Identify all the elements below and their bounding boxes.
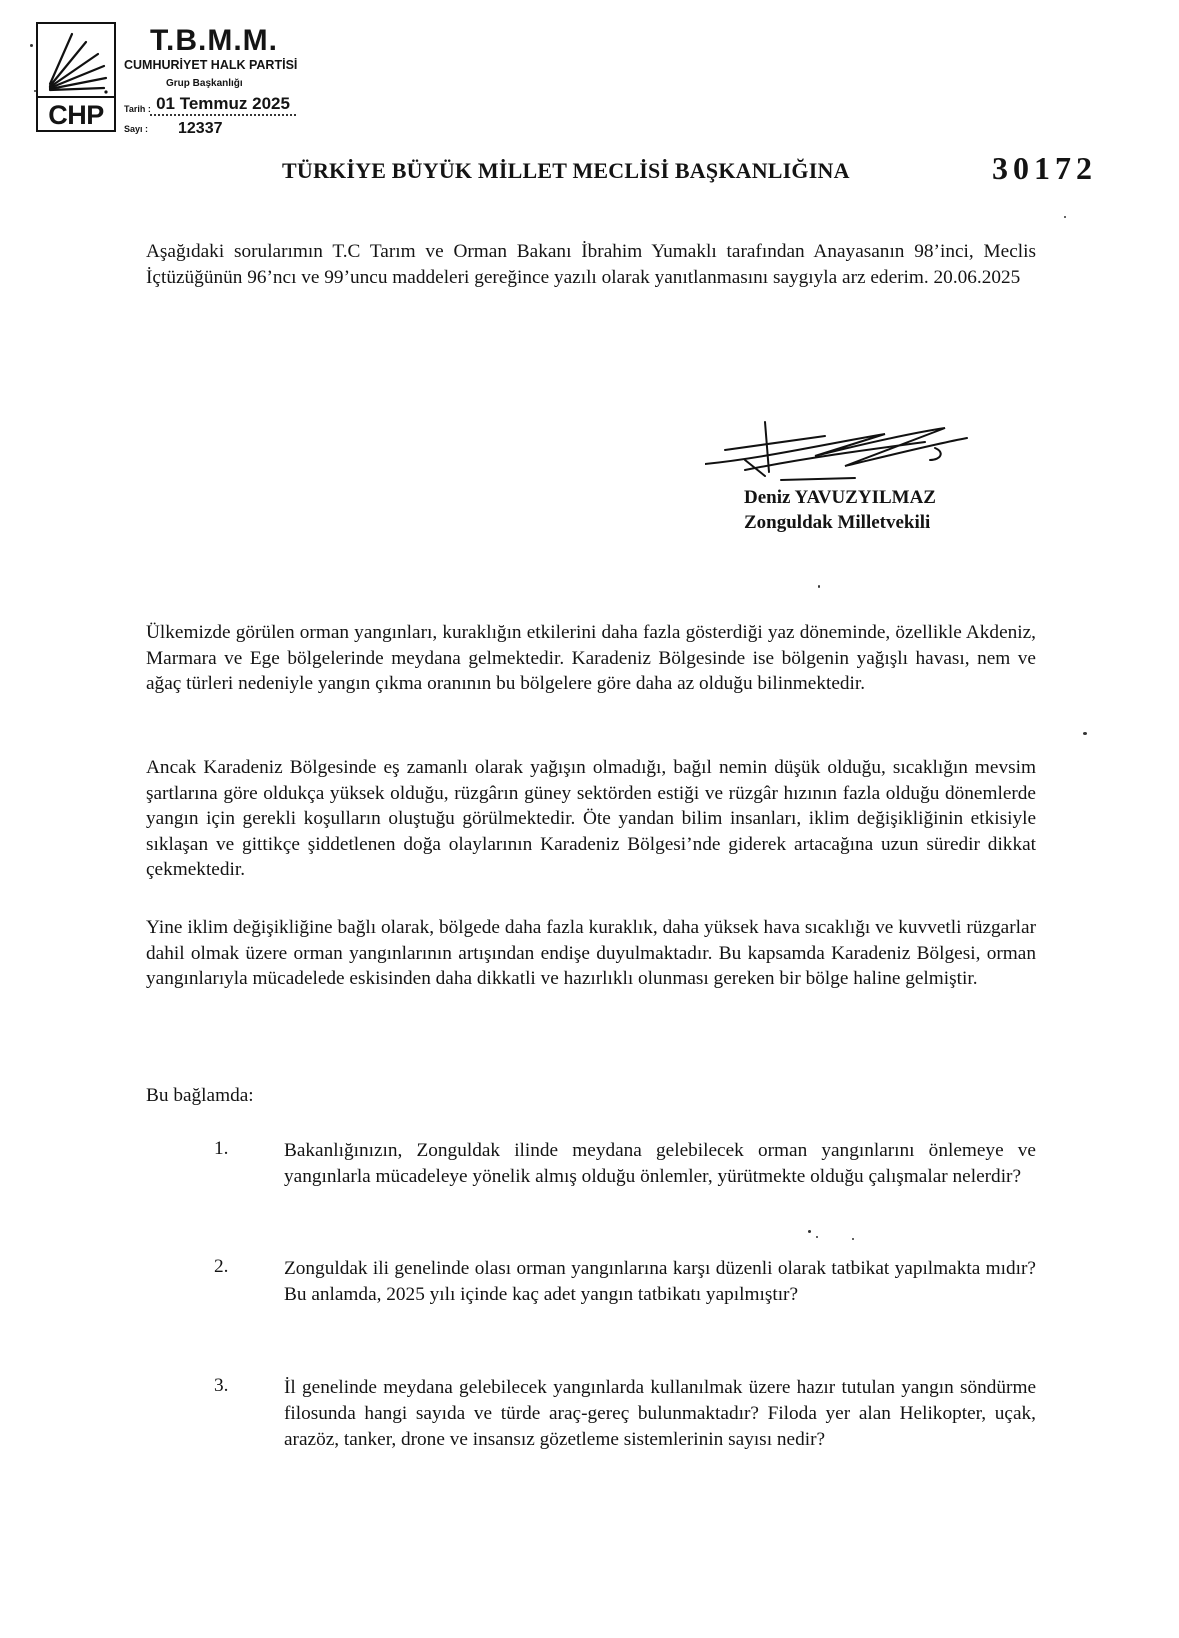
scan-speck: [1083, 732, 1087, 735]
number-value: 12337: [178, 120, 223, 137]
date-label: Tarih :: [124, 104, 151, 114]
body-paragraph: Ülkemizde görülen orman yangınları, kuraklığın etkilerini daha fazla gösterdiği yaz döneminde, özellikle Akdeniz, Marmara ve Ege bölgelerinde meydana gelmektedir. Karadeniz Bölgesinde ise bölgenin yağışlı havası, nem ve ağaç türleri nedeniyle yangın çıkma oranının bu bölgelere göre daha az olduğu bilinmektedir.: [146, 622, 1036, 694]
logo-text: CHP: [38, 96, 114, 132]
scan-speck: [34, 90, 36, 92]
party-name: CUMHURİYET HALK PARTİSİ: [124, 58, 298, 72]
question-text: İl genelinde meydana gelebilecek yangınlarda kullanılmak üzere hazır tutulan yangın söndürme filosunda hangi sayıda ve türde araç-gereç bulunmaktadır? Filoda yer alan Helikopter, uçak, arazöz, tanker, drone ve insansız gözetleme sistemlerinin sayısı nedir?: [284, 1377, 1036, 1450]
question-text: Bakanlığınızın, Zonguldak ilinde meydana gelebilecek orman yangınlarını önlemeye ve yangınlarla mücadeleye yönelik almış olduğu önlemler, yürütmekte olduğu çalışmalar nelerdir?: [284, 1140, 1036, 1187]
group-name: Grup Başkanlığı: [166, 78, 243, 89]
party-logo: [36, 22, 116, 132]
question-number: 3.: [214, 1375, 229, 1396]
scan-speck: [816, 1236, 818, 1238]
date-value: 01 Temmuz 2025: [150, 94, 296, 116]
context-label: Bu bağlamda:: [146, 1085, 254, 1106]
signer-title: Zonguldak Milletvekili: [744, 512, 931, 533]
tbmm-title: T.B.M.M.: [150, 24, 278, 57]
question-text: Zonguldak ili genelinde olası orman yangınlarına karşı düzenli olarak tatbikat yapılmakta mıdır? Bu anlamda, 2025 yılı içinde kaç adet yangın tatbikatı yapılmıştır?: [284, 1258, 1036, 1305]
question-number: 2.: [214, 1256, 229, 1277]
question-number: 1.: [214, 1138, 229, 1159]
intro-paragraph: Aşağıdaki sorularımın T.C Tarım ve Orman Bakanı İbrahim Yumaklı tarafından Anayasanın 98’inci, Meclis İçtüzüğünün 96’ncı ve 99’uncu maddeleri gereğince yazılı olarak yanıtlanmasını saygıyla arz ederim. 20.06.2025: [146, 241, 1036, 288]
signer-name: Deniz YAVUZYILMAZ: [744, 487, 936, 508]
page-title: TÜRKİYE BÜYÜK MİLLET MECLİSİ BAŞKANLIĞINA: [282, 158, 850, 183]
scan-speck: [1064, 216, 1066, 218]
scan-speck: [30, 44, 33, 47]
scan-speck: [818, 585, 820, 588]
party-logo-rays-icon: [42, 28, 112, 96]
body-paragraph: Yine iklim değişikliğine bağlı olarak, bölgede daha fazla kuraklık, daha yüksek hava sıcaklığı ve kuvvetli rüzgarlar dahil olmak üzere orman yangınlarının artışından endişe duyulmaktadır. Bu kapsamda Karadeniz Bölgesi, orman yangınlarıyla mücadelede eskisinden daha dikkatli ve hazırlıklı olunması gereken bir bölge haline gelmiştir.: [146, 917, 1036, 989]
scan-speck: [808, 1230, 811, 1233]
registration-number: 30172: [992, 150, 1097, 186]
body-paragraph: Ancak Karadeniz Bölgesinde eş zamanlı olarak yağışın olmadığı, bağıl nemin düşük olduğu, sıcaklığın mevsim şartlarına göre oldukça yüksek olduğu, rüzgârın güney sektörden estiği ve rüzgâr hızının fazla olduğu dönemlerde yangın için gerekli koşulların oluştuğu görülmektedir. Öte yandan bilim insanları, iklim değişikliğinin etkisiyle sıklaşan ve gittikçe şiddetlenen doğa olaylarının Karadeniz Bölgesi’nde giderek artacağına uzun süredir dikkat çekmektedir.: [146, 757, 1036, 880]
scan-speck: [852, 1238, 854, 1240]
number-label: Sayı :: [124, 124, 149, 134]
